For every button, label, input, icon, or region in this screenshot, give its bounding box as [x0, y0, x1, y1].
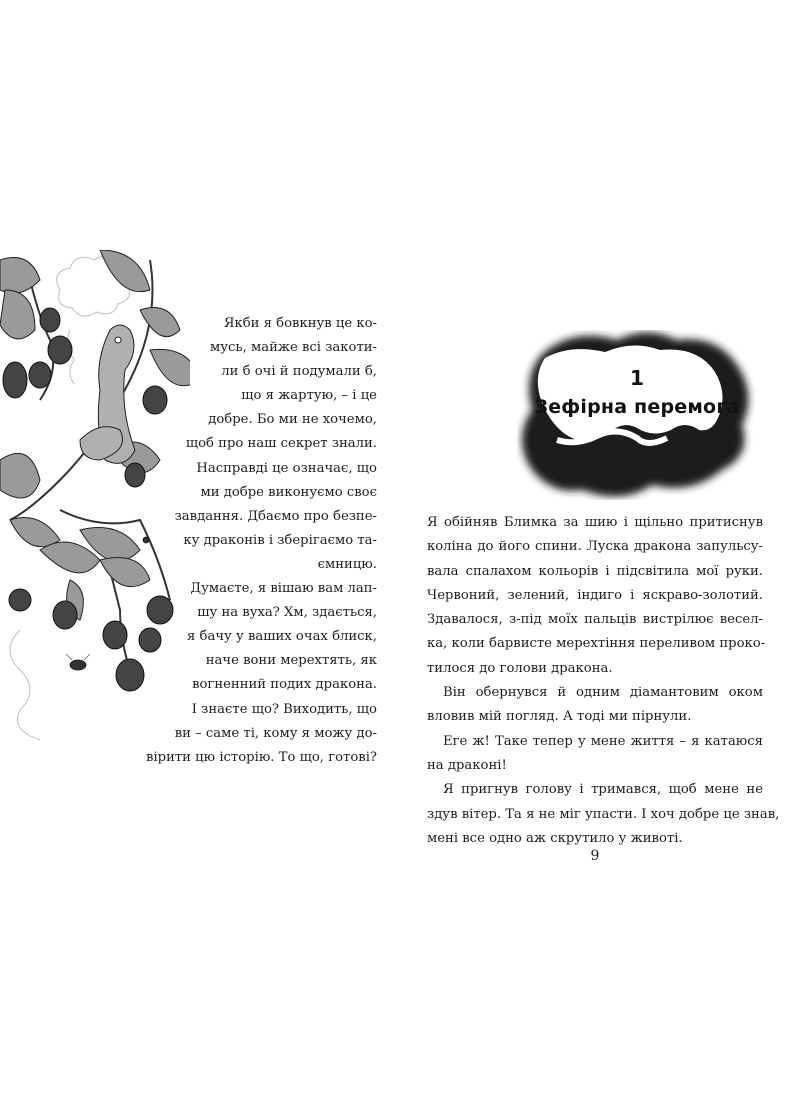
text-line: Насправді це означає, що: [196, 460, 377, 476]
chapter-title: Зефірна перемога: [534, 396, 740, 418]
text-line: вогненний подих дракона.: [192, 677, 377, 693]
text-line: Червоний, зелений, індиго і яскраво-золотий.: [427, 587, 763, 603]
right-page-text: [427, 511, 780, 851]
text-line: ка, коли барвисте мерехтіння переливом проко-: [427, 636, 766, 652]
text-line: ку драконів і зберігаємо та-: [183, 532, 377, 548]
text-line: Еге ж! Таке тепер у мене життя – я катаюся: [443, 733, 763, 749]
text-line: щоб про наш секрет знали.: [185, 436, 377, 452]
text-line: І знаєте що? Виходить, що: [191, 701, 377, 717]
text-line: ємницю.: [317, 556, 377, 572]
text-line: вала спалахом кольорів і підсвітила мої руки.: [427, 563, 763, 579]
text-line: Думаєте, я вішаю вам лап-: [190, 581, 377, 597]
text-line: мені все одно аж скрутило у животі.: [427, 830, 683, 846]
chapter-number: 1: [630, 366, 644, 390]
text-line: я бачу у ваших очах блиск,: [187, 629, 377, 645]
text-line: на драконі!: [427, 757, 507, 773]
text-line: завдання. Дбаємо про безпе-: [174, 508, 377, 524]
text-line: наче вони мерехтять, як: [205, 653, 377, 669]
text-line: що я жартую, – і це: [241, 388, 377, 404]
text-line: Здавалося, з-під моїх пальців вистрілює весел-: [427, 612, 763, 628]
left-page-text: [120, 312, 377, 770]
text-line: ми добре виконуємо своє: [200, 484, 377, 500]
text-line: здув вітер. Та я не міг упасти. І хоч добре це знав,: [427, 806, 780, 822]
chapter-heading-badge: [517, 330, 757, 500]
text-line: Я пригнув голову і тримався, щоб мене не: [443, 782, 763, 798]
page-number: 9: [590, 848, 600, 864]
text-line: вірити цю історію. То що, готові?: [146, 749, 377, 765]
text-line: добре. Бо ми не хочемо,: [208, 412, 377, 428]
text-line: коліна до його спини. Луска дракона запульсу-: [427, 539, 763, 555]
text-line: ли б очі й подумали б,: [221, 364, 377, 380]
text-line: Я обійняв Блимка за шию і щільно притиснув: [427, 515, 763, 530]
text-line: тилося до голови дракона.: [427, 660, 613, 676]
text-line: Якби я бовкнув це ко-: [223, 316, 377, 331]
text-line: вловив мій погляд. А тоді ми пірнули.: [427, 709, 692, 725]
text-line: Він обернувся й одним діамантовим оком: [443, 685, 763, 701]
text-line: мусь, майже всі закоти-: [209, 340, 377, 356]
right-page: [427, 0, 780, 1120]
text-line: шу на вуха? Хм, здається,: [197, 605, 377, 621]
text-line: ви – саме ті, кому я можу до-: [174, 725, 377, 741]
